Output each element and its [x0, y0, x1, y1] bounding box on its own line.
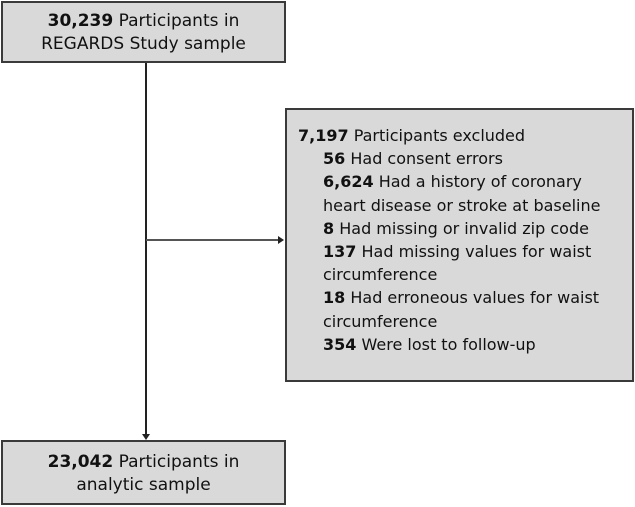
exclusion-item-count: 56 — [323, 149, 346, 169]
study-sample-line2: REGARDS Study sample — [41, 34, 246, 54]
analytic-sample-line1 — [3, 451, 284, 474]
exclusion-item-count: 18 — [323, 288, 346, 308]
exclusion-item-chd-stroke — [298, 170, 632, 193]
exclusion-total-count: 7,197 — [298, 126, 349, 145]
exclusion-item-continuation: circumference — [323, 265, 438, 285]
exclusion-item-text: Had missing values for waist — [356, 242, 592, 262]
analytic-sample-line2: analytic sample — [76, 475, 211, 495]
exclusion-item-continuation: circumference — [323, 311, 438, 331]
exclusion-item-zip — [298, 217, 632, 240]
exclusion-item-erroneous-waist — [298, 286, 632, 309]
exclusion-item-missing-waist — [298, 240, 632, 263]
exclusion-item-count: 354 — [323, 334, 357, 354]
exclusion-item-count: 8 — [323, 218, 335, 238]
exclusion-connector — [146, 239, 278, 241]
study-sample-count: 30,239 — [47, 11, 114, 31]
analytic-sample-box — [1, 440, 286, 505]
exclusion-item-continuation: heart disease or stroke at baseline — [323, 195, 601, 215]
analytic-sample-label: Participants in — [113, 452, 240, 472]
study-sample-box — [1, 1, 286, 63]
exclusion-box — [285, 108, 634, 382]
exclusion-item-lost-follow-up — [298, 333, 632, 356]
exclusion-heading — [298, 124, 632, 147]
exclusion-item-consent — [298, 147, 632, 170]
exclusion-item-text: Had a history of coronary — [373, 172, 582, 192]
analytic-sample-count: 23,042 — [47, 452, 114, 472]
exclusion-heading-label: Participants excluded — [348, 126, 526, 145]
exclusion-item-text: Had consent errors — [345, 149, 503, 169]
exclusion-item-text: Had missing or invalid zip code — [334, 218, 589, 238]
exclusion-item-text: Had erroneous values for waist — [345, 288, 600, 308]
exclusion-item-text: Were lost to follow-up — [356, 334, 536, 354]
exclusion-item-count: 137 — [323, 242, 357, 262]
main-flow-connector — [145, 63, 147, 434]
study-sample-label: Participants in — [113, 11, 240, 31]
arrow-right-icon — [278, 236, 284, 244]
exclusion-item-count: 6,624 — [323, 172, 374, 192]
study-sample-line1 — [3, 10, 284, 33]
